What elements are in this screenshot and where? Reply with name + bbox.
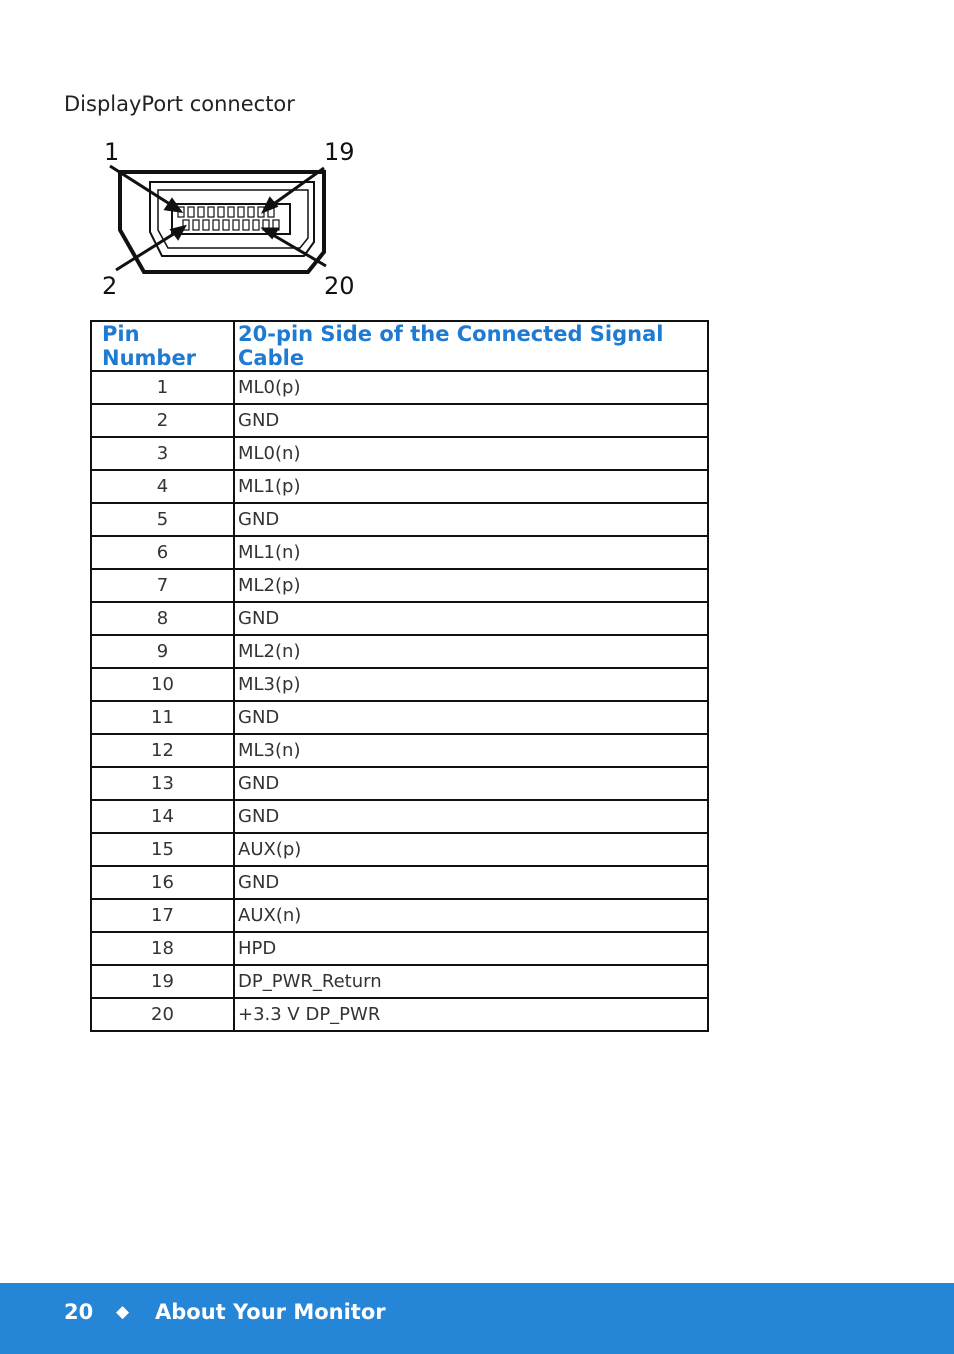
table-row	[91, 371, 708, 404]
table-row	[91, 569, 708, 602]
pin-number-cell: 13	[91, 767, 234, 800]
signal-cell: DP_PWR_Return	[234, 965, 708, 998]
table-row	[91, 734, 708, 767]
signal-cell: GND	[234, 800, 708, 833]
table-row	[91, 437, 708, 470]
signal-cell: ML2(n)	[234, 635, 708, 668]
pin-20-label: 20	[324, 272, 355, 300]
signal-cell: HPD	[234, 932, 708, 965]
table-row	[91, 470, 708, 503]
table-row	[91, 701, 708, 734]
pin-number-cell: 8	[91, 602, 234, 635]
pin-number-cell: 17	[91, 899, 234, 932]
footer-section-title: About Your Monitor	[155, 1300, 386, 1324]
connector-pin	[198, 207, 204, 217]
signal-cell: ML0(p)	[234, 371, 708, 404]
table-row	[91, 536, 708, 569]
connector-pin	[243, 220, 249, 230]
connector-pin	[213, 220, 219, 230]
connector-pin	[223, 220, 229, 230]
pin-number-cell: 9	[91, 635, 234, 668]
pin-number-cell: 3	[91, 437, 234, 470]
pin-number-cell: 11	[91, 701, 234, 734]
pin-number-cell: 2	[91, 404, 234, 437]
connector-pin	[203, 220, 209, 230]
signal-cell: AUX(p)	[234, 833, 708, 866]
pin-number-cell: 10	[91, 668, 234, 701]
pin-number-cell: 14	[91, 800, 234, 833]
pin-2-label: 2	[102, 272, 118, 300]
signal-cell: AUX(n)	[234, 899, 708, 932]
pin-number-cell: 6	[91, 536, 234, 569]
pin-number-cell: 1	[91, 371, 234, 404]
signal-cell: ML3(p)	[234, 668, 708, 701]
page-footer	[0, 1283, 954, 1354]
table-row	[91, 998, 708, 1031]
signal-cell: GND	[234, 767, 708, 800]
header-signal: 20-pin Side of the Connected Signal Cable	[234, 321, 708, 371]
pin-number-cell: 20	[91, 998, 234, 1031]
pin-number-cell: 18	[91, 932, 234, 965]
signal-cell: GND	[234, 503, 708, 536]
pin-number-cell: 15	[91, 833, 234, 866]
pin-number-cell: 7	[91, 569, 234, 602]
signal-cell: +3.3 V DP_PWR	[234, 998, 708, 1031]
table-row	[91, 932, 708, 965]
connector-pin	[238, 207, 244, 217]
pin-1-label: 1	[104, 138, 120, 166]
displayport-connector-diagram	[96, 132, 366, 302]
pin-number-cell: 5	[91, 503, 234, 536]
signal-cell: GND	[234, 701, 708, 734]
table-row	[91, 503, 708, 536]
connector-pin	[193, 220, 199, 230]
table-row	[91, 404, 708, 437]
table-row	[91, 635, 708, 668]
signal-cell: ML2(p)	[234, 569, 708, 602]
connector-pin	[233, 220, 239, 230]
pin-number-cell: 12	[91, 734, 234, 767]
signal-cell: GND	[234, 602, 708, 635]
pin-number-cell: 4	[91, 470, 234, 503]
table-row	[91, 899, 708, 932]
pin-number-cell: 19	[91, 965, 234, 998]
pin-assignment-table	[90, 320, 709, 1032]
signal-cell: GND	[234, 866, 708, 899]
signal-cell: GND	[234, 404, 708, 437]
signal-cell: ML1(n)	[234, 536, 708, 569]
pin-19-label: 19	[324, 138, 355, 166]
page-number: 20	[64, 1300, 94, 1324]
connector-pin	[228, 207, 234, 217]
connector-pin	[253, 220, 259, 230]
connector-pin	[218, 207, 224, 217]
table-row	[91, 602, 708, 635]
section-heading: DisplayPort connector	[64, 92, 295, 116]
table-row	[91, 833, 708, 866]
table-header-row	[91, 321, 708, 371]
table-row	[91, 767, 708, 800]
table-row	[91, 668, 708, 701]
diamond-separator-icon: ◆	[116, 1302, 130, 1322]
connector-pin	[208, 207, 214, 217]
signal-cell: ML0(n)	[234, 437, 708, 470]
connector-pin	[188, 207, 194, 217]
table-row	[91, 800, 708, 833]
signal-cell: ML1(p)	[234, 470, 708, 503]
table-row	[91, 866, 708, 899]
connector-pin	[248, 207, 254, 217]
header-pin-number: Pin Number	[91, 321, 234, 371]
pin-number-cell: 16	[91, 866, 234, 899]
table-row	[91, 965, 708, 998]
signal-cell: ML3(n)	[234, 734, 708, 767]
